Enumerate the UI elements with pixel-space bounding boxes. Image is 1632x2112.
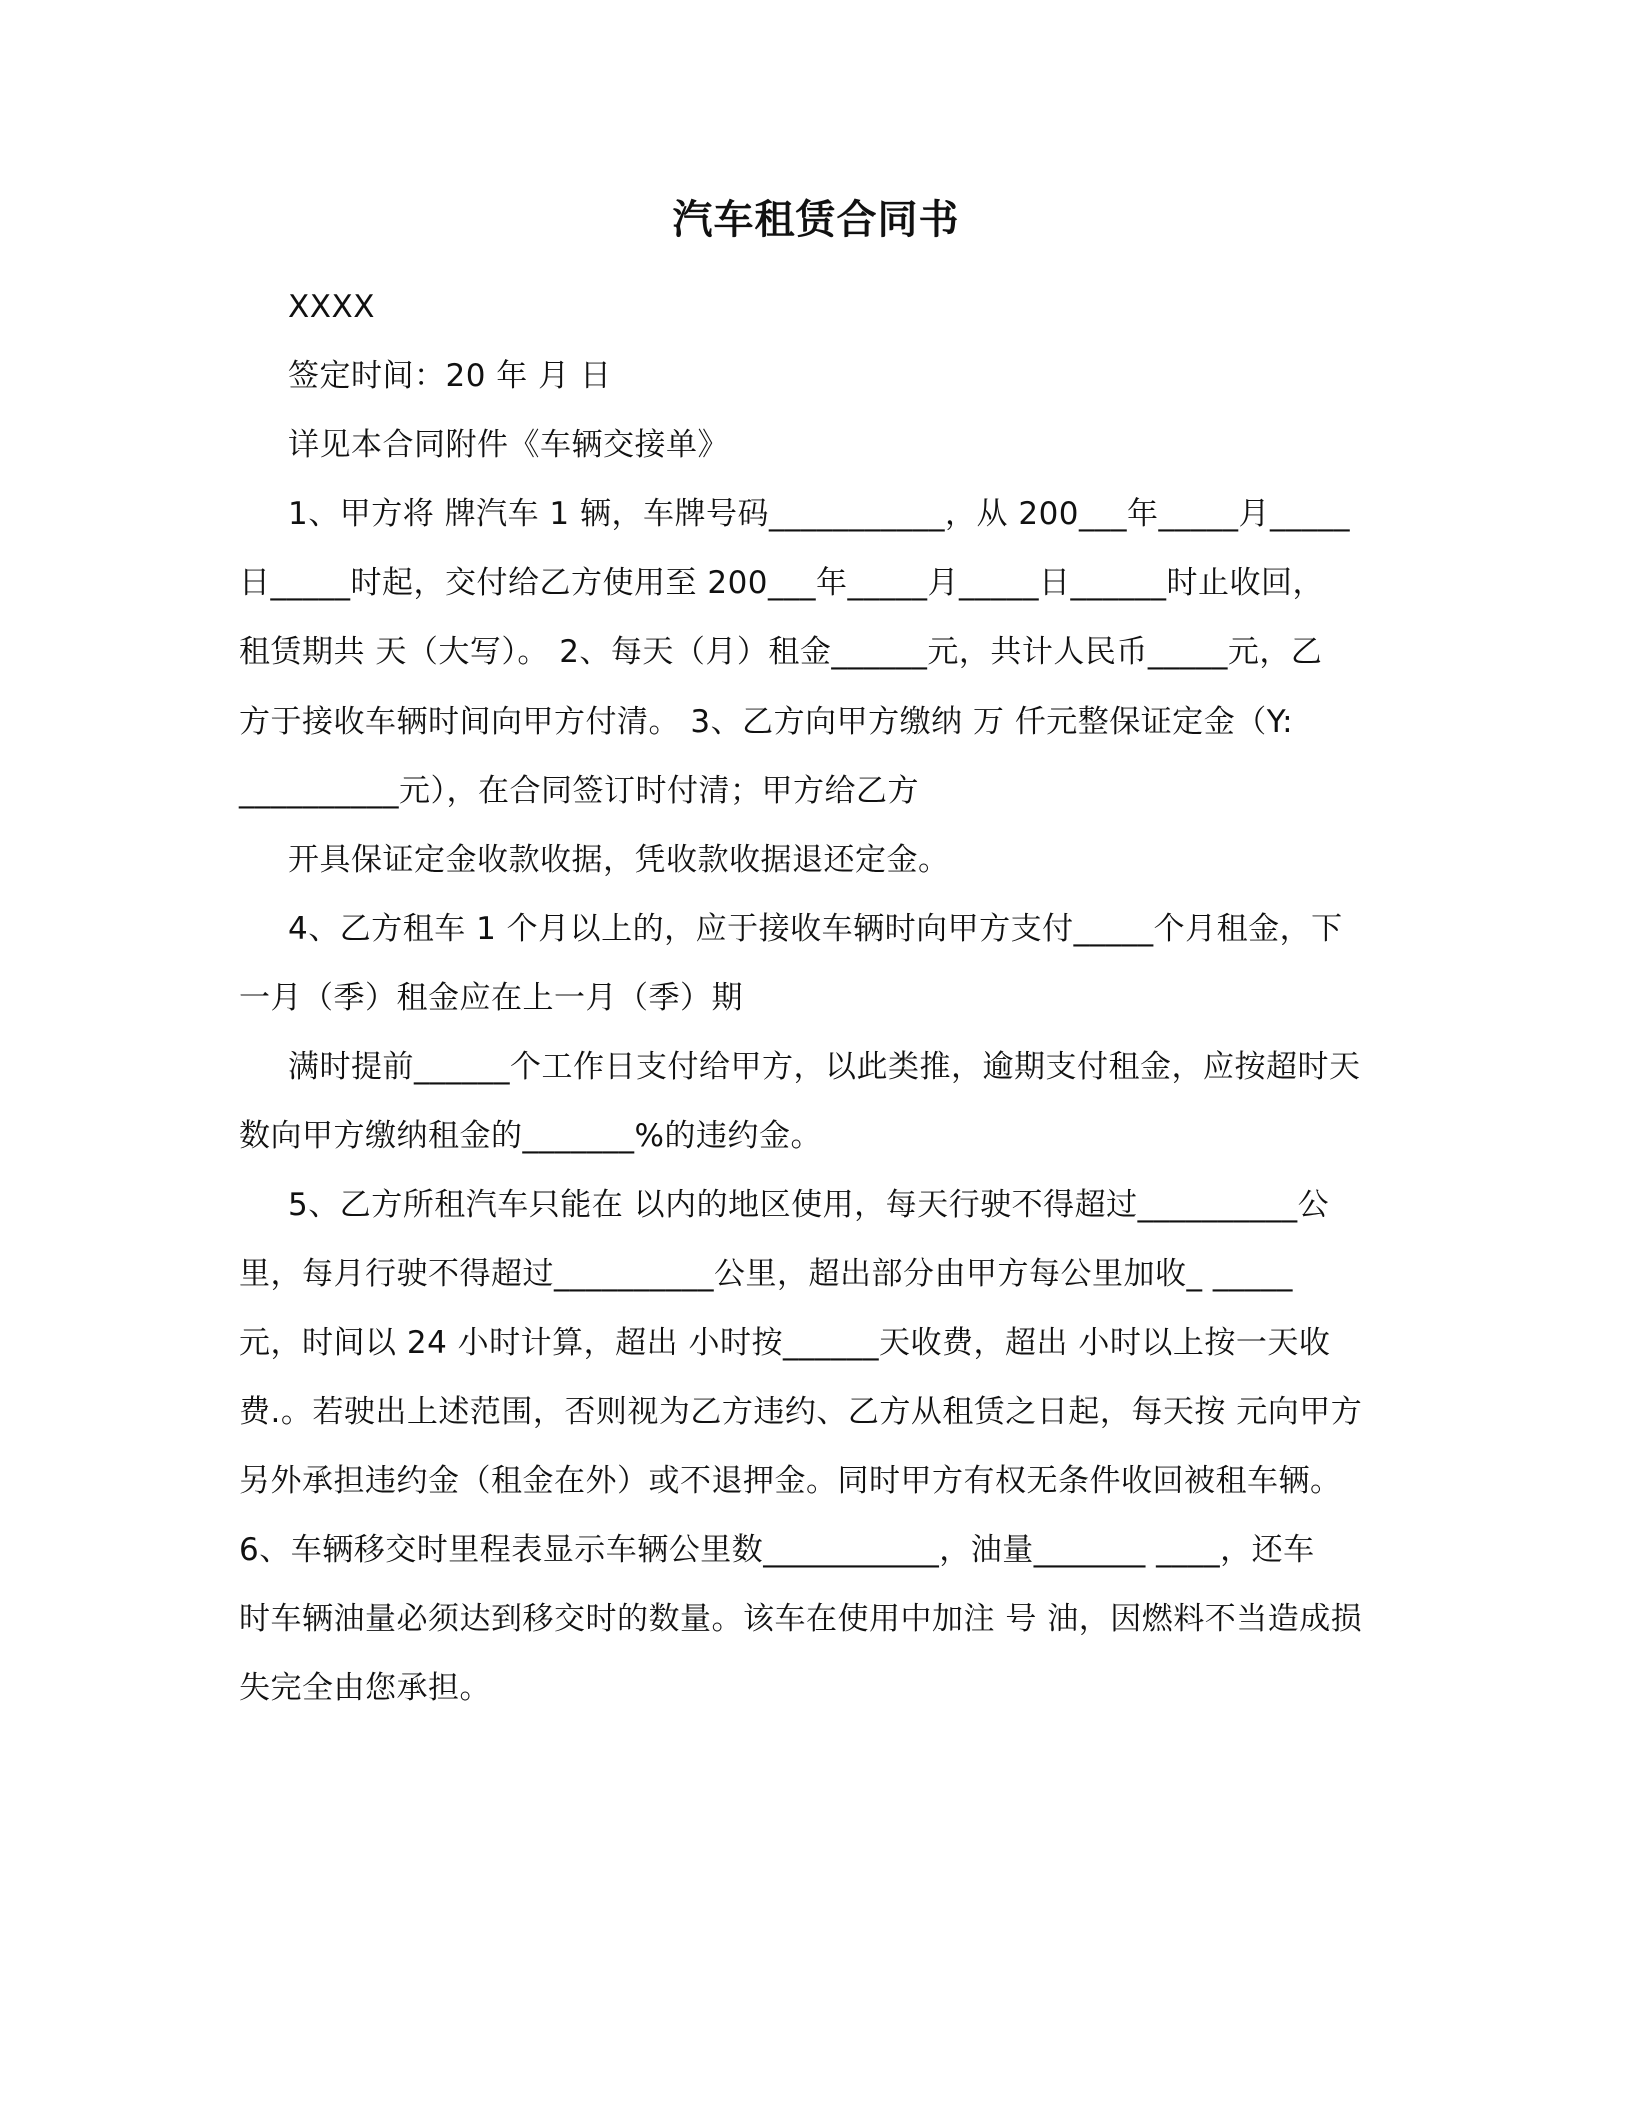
clause-line: 租赁期共 天（大写）。 2、每天（月）租金______元，共计人民币_____元，乙 xyxy=(239,634,1323,670)
clause-line: 日_____时起，交付给乙方使用至 200___年_____月_____日______时止收回， xyxy=(239,565,1325,601)
clause-line: 6、车辆移交时里程表显示车辆公里数___________，油量_______ ____，还车 xyxy=(239,1532,1315,1568)
clause-line: 1、甲方将 牌汽车 1 辆，车牌号码___________，从 200___年_____月_____ xyxy=(288,496,1351,532)
clause-line: 一月（季）租金应在上一月（季）期 xyxy=(239,980,743,1016)
clause-line: 数向甲方缴纳租金的_______%的违约金。 xyxy=(239,1118,822,1154)
header-code: XXXX xyxy=(288,289,375,325)
signing-date: 签定时间：20 年 月 日 xyxy=(288,358,612,394)
clause-line: 费.。若驶出上述范围，否则视为乙方违约、乙方从租赁之日起，每天按 元向甲方 xyxy=(239,1394,1363,1430)
clause-line: 里，每月行驶不得超过__________公里，超出部分由甲方每公里加收_ _____ xyxy=(239,1256,1293,1292)
clause-line: 失完全由您承担。 xyxy=(239,1670,491,1706)
clause-line: 4、乙方租车 1 个月以上的，应于接收车辆时向甲方支付_____个月租金，下 xyxy=(288,911,1343,947)
clause-line: 开具保证定金收款收据，凭收款收据退还定金。 xyxy=(288,842,950,878)
clause-line: 时车辆油量必须达到移交时的数量。该车在使用中加注 号 油，因燃料不当造成损 xyxy=(239,1601,1363,1637)
document-title: 汽车租赁合同书 xyxy=(672,197,960,243)
clause-line: __________元），在合同签订时付清；甲方给乙方 xyxy=(239,773,919,809)
attachment-note: 详见本合同附件《车辆交接单》 xyxy=(288,427,729,463)
clause-line: 另外承担违约金（租金在外）或不退押金。同时甲方有权无条件收回被租车辆。 xyxy=(239,1463,1342,1499)
clause-line: 方于接收车辆时间向甲方付清。 3、乙方向甲方缴纳 万 仟元整保证定金（Y: xyxy=(239,704,1294,740)
clause-line: 满时提前______个工作日支付给甲方，以此类推，逾期支付租金，应按超时天 xyxy=(288,1049,1361,1085)
clause-line: 元，时间以 24 小时计算，超出 小时按______天收费，超出 小时以上按一天收 xyxy=(239,1325,1331,1361)
clause-line: 5、乙方所租汽车只能在 以内的地区使用，每天行驶不得超过__________公 xyxy=(288,1187,1330,1223)
